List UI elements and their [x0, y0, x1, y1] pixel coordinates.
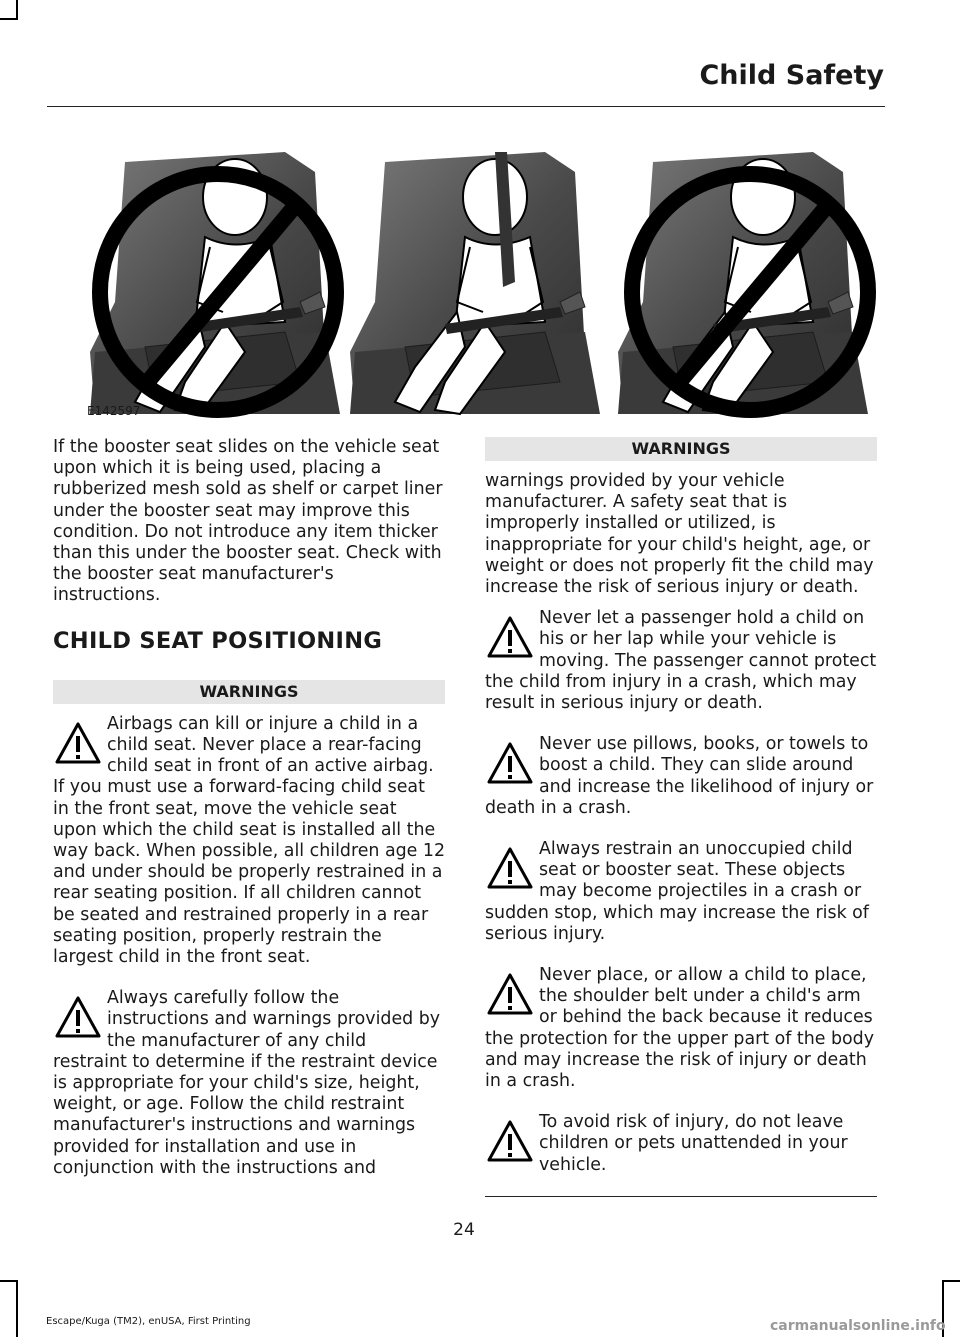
warning-text: Never place, or allow a child to place, the shoulder belt under a child's arm or behind the back because it reduces the protection for the upper part of the body and may increase the risk of injury or death in a crash.: [485, 965, 874, 1092]
warning-triangle-icon: [485, 738, 535, 788]
warning-text: Always restrain an unoccupied child seat or booster seat. These objects may become projectiles in a crash or sudden stop, which may increase the risk of serious injury.: [485, 839, 869, 944]
warning-item: [485, 1112, 877, 1176]
page-title: Child Safety: [699, 60, 884, 91]
booster-seat-illustration: [85, 152, 881, 420]
footer-text: Escape/Kuga (TM2), enUSA, First Printing: [46, 1316, 251, 1327]
intro-paragraph: If the booster seat slides on the vehicle seat upon which it is being used, placing a rubberized mesh sold as shelf or carpet liner under the booster seat may improve this condition. Do not introduce any item thicker than this under the booster seat. Check with the booster seat manufacturer's instructions.: [53, 437, 443, 606]
warning-item: [53, 714, 445, 968]
warning-item: [53, 988, 445, 1179]
warning-item: [485, 734, 877, 819]
figure-code: E142597: [87, 404, 141, 418]
page-number: 24: [453, 1220, 475, 1240]
right-column: [485, 437, 877, 1197]
warning-continuation: warnings provided by your vehicle manufacturer. A safety seat that is improperly installed or utilized, is inappropriate for your child's height, age, or weight or does not properly fit the child may increase the risk of serious injury or death.: [485, 471, 874, 598]
warning-triangle-icon: [485, 969, 535, 1019]
crop-mark: [16, 1280, 18, 1337]
warning-triangle-icon: [53, 992, 103, 1042]
warnings-header: WARNINGS: [485, 437, 877, 461]
warning-item: [485, 965, 877, 1092]
crop-mark: [942, 1280, 960, 1282]
warning-triangle-icon: [485, 843, 535, 893]
warning-text: Never use pillows, books, or towels to boost a child. They can slide around and increase the likelihood of injury or death in a crash.: [485, 734, 874, 818]
crop-mark: [0, 1280, 18, 1282]
warnings-end-rule: [485, 1196, 877, 1197]
warning-item: [485, 839, 877, 945]
crop-mark: [0, 18, 18, 20]
warning-triangle-icon: [53, 718, 103, 768]
warning-text: Airbags can kill or injure a child in a child seat. Never place a rear-facing child seat in front of an active airbag. If you must use a forward-facing child seat in the front seat, move the vehicle seat upon which the child seat is installed all the way back. When possible, all children age 12 and under should be properly restrained in a rear seating position. If all children cannot be seated and restrained properly in a rear seating position, properly restrain the largest child in the front seat.: [53, 713, 446, 968]
warning-text: Never let a passenger hold a child on his or her lap while your vehicle is moving. The passenger cannot protect the child from injury in a crash, which may result in serious injury or death.: [485, 608, 877, 714]
crop-mark: [16, 0, 18, 20]
warning-text: Always carefully follow the instructions and warnings provided by the manufacturer of any child restraint to determine if the restraint device is appropriate for your child's size, height, weight, or age. Follow the child restraint manufacturer's instructions and warnings provided for installation and use in conjunction with the instructions and: [53, 988, 441, 1178]
warning-triangle-icon: [485, 612, 535, 662]
warning-triangle-icon: [485, 1116, 535, 1166]
section-heading: CHILD SEAT POSITIONING: [53, 627, 383, 654]
warnings-header: WARNINGS: [53, 680, 445, 704]
header-rule: [47, 106, 885, 107]
warning-item: [485, 608, 877, 714]
warning-text: To avoid risk of injury, do not leave children or pets unattended in your vehicle.: [539, 1112, 848, 1175]
watermark: carmanualsonline.info: [770, 1318, 946, 1334]
left-column: [53, 437, 445, 1199]
